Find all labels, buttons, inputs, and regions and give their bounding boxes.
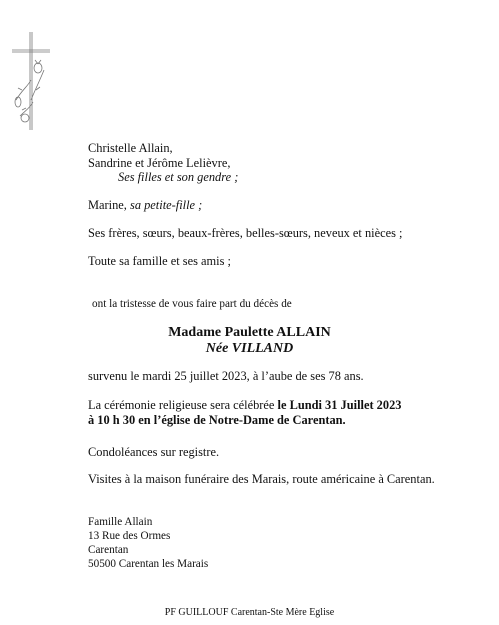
family-line-1: Christelle Allain, [88,141,173,155]
announcement-line: ont la tristesse de vous faire part du décès de [92,298,292,310]
death-line: survenu le mardi 25 juillet 2023, à l’aube de ses 78 ans. [88,369,364,383]
family-relation: Ses filles et son gendre ; [118,170,239,184]
address-line-4: 50500 Carentan les Marais [88,558,209,570]
ceremony-intro: La cérémonie religieuse sera célébrée [88,398,278,412]
condolences-line: Condoléances sur registre. [88,445,220,459]
visits-line: Visites à la maison funéraire des Marais, route américaine à Carentan. [88,472,435,486]
grandchild-line [88,198,202,213]
grandchild-relation: sa petite-fille ; [130,198,203,212]
ceremony-date: le Lundi 31 Juillet 2023 [277,398,402,412]
address-line-3: Carentan [88,544,129,556]
address-line-2: 13 Rue des Ormes [88,530,171,542]
all-family-line: Toute sa famille et ses amis ; [88,254,231,268]
siblings-line: Ses frères, sœurs, beaux-frères, belles-sœurs, neveux et nièces ; [88,226,403,240]
family-line-2: Sandrine et Jérôme Lelièvre, [88,156,231,170]
funeral-home-footer: PF GUILLOUF Carentan-Ste Mère Eglise [164,607,335,618]
deceased-maiden-name: Née VILLAND [205,341,294,356]
address-line-1: Famille Allain [88,516,153,528]
grandchild-name: Marine, [88,198,127,212]
cross-flower-icon [8,30,52,134]
ceremony-time-place: à 10 h 30 en l’église de Notre-Dame de Carentan. [88,413,346,427]
deceased-name: Madame Paulette ALLAIN [168,325,331,340]
ceremony-line-1 [88,398,401,413]
